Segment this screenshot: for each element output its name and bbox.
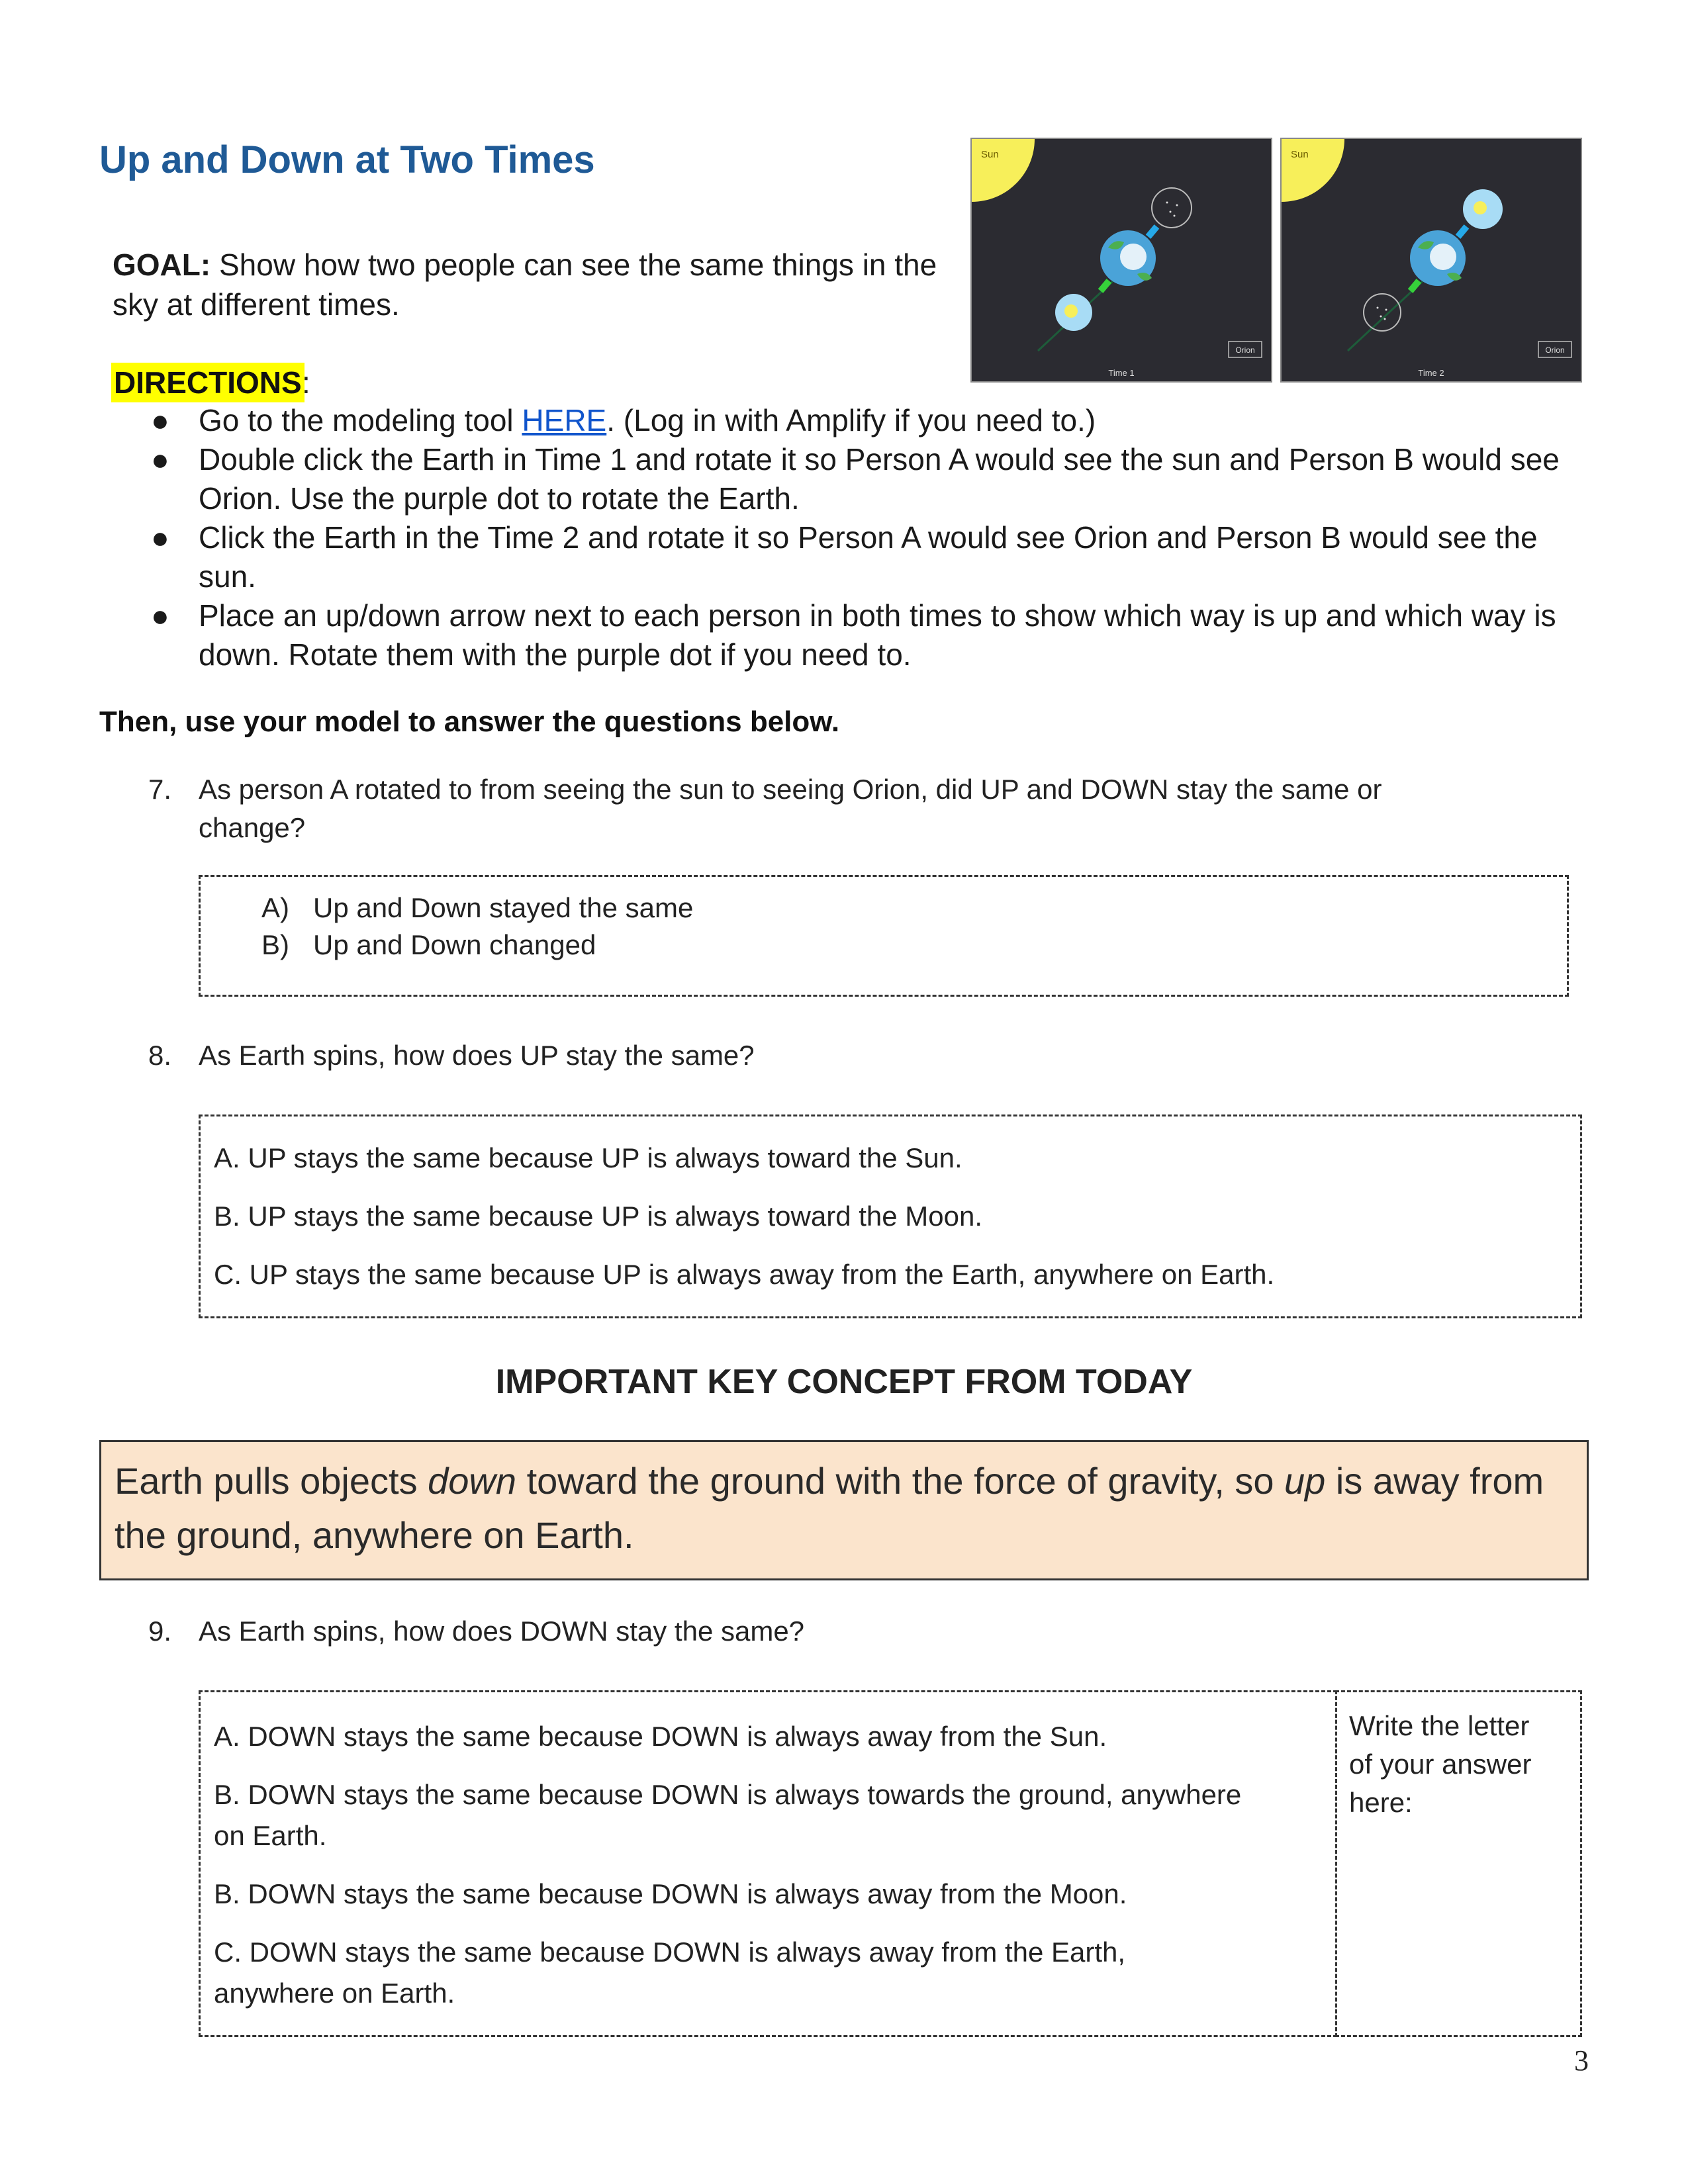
key-concept-box: [99, 1440, 1589, 1580]
q9-option-c[interactable]: [214, 1933, 1125, 2013]
directions-colon: :: [302, 365, 310, 400]
answer-prompt: [1349, 1707, 1531, 1822]
person-a-figure[interactable]: [1098, 279, 1112, 293]
orion-button-label: Orion: [1235, 345, 1255, 355]
direction-item: [146, 440, 1602, 518]
person-b-figure[interactable]: [1456, 224, 1470, 239]
earth-cloud: [1120, 244, 1147, 270]
person-b-figure[interactable]: [1146, 224, 1160, 239]
direction-text: Double click the Earth in Time 1 and rotate it so Person A would see the sun and Person B would see Orion. Use the purple dot to rotate the Earth.: [199, 442, 1560, 516]
q7-option-a[interactable]: [261, 889, 694, 927]
bullet-icon: ●: [151, 520, 169, 555]
model-panel-time-2[interactable]: [1280, 138, 1582, 383]
answer-prompt-line: here:: [1349, 1787, 1413, 1818]
question-8: [148, 1036, 1605, 1075]
time-label: Time 1: [1108, 368, 1135, 378]
q9-options-box: [199, 1690, 1337, 2037]
goal-body: Show how two people can see the same things in the sky at different times.: [113, 248, 937, 322]
q9-option-a[interactable]: [214, 1717, 1107, 1756]
model-panel-time-1[interactable]: [970, 138, 1272, 383]
bullet-icon: ●: [151, 442, 169, 477]
direction-text: . (Log in with Amplify if you need to.): [606, 403, 1096, 437]
instruction-heading: Then, use your model to answer the questions below.: [99, 705, 840, 738]
answer-prompt-line: Write the letter: [1349, 1710, 1530, 1741]
q9-option-b2[interactable]: [214, 1875, 1127, 1913]
page-title: Up and Down at Two Times: [99, 138, 595, 181]
answer-prompt-line: of your answer: [1349, 1749, 1532, 1780]
option-text: Up and Down changed: [313, 929, 596, 960]
bullet-icon: ●: [151, 403, 169, 437]
sun-label: Sun: [1291, 149, 1309, 160]
orion-circle: [1364, 294, 1401, 331]
direction-text: Go to the modeling tool: [199, 403, 522, 437]
modeling-tool-link[interactable]: HERE: [522, 403, 607, 437]
orion-circle: [1152, 188, 1192, 228]
option-text: A. DOWN stays the same because DOWN is always away from the Sun.: [214, 1721, 1107, 1752]
direction-item: [146, 596, 1602, 674]
q8-option-c[interactable]: C. UP stays the same because UP is always away from the Earth, anywhere on Earth.: [214, 1259, 1275, 1290]
question-number: 8.: [148, 1040, 172, 1071]
q8-options-box: [199, 1115, 1582, 1318]
model-scene-time-2: [1282, 139, 1581, 381]
key-emphasis: up: [1284, 1460, 1326, 1502]
option-text: B. DOWN stays the same because DOWN is always towards the ground, anywhere: [214, 1779, 1242, 1810]
orion-button-label: Orion: [1545, 345, 1565, 355]
key-concept-heading: IMPORTANT KEY CONCEPT FROM TODAY: [495, 1363, 1193, 1401]
option-letter: A): [261, 892, 289, 923]
q9-answer-box[interactable]: [1335, 1690, 1582, 2037]
question-number: 7.: [148, 774, 172, 805]
bullet-icon: ●: [151, 598, 169, 633]
sun-view-dot: [1064, 304, 1078, 318]
option-letter: B): [261, 929, 289, 960]
q9-option-b1[interactable]: [214, 1776, 1241, 1855]
key-text: is away from the ground, anywhere on Earth.: [115, 1460, 1544, 1556]
sun-view-dot: [1474, 201, 1487, 214]
time-label: Time 2: [1418, 368, 1444, 378]
q8-option-a[interactable]: A. UP stays the same because UP is always toward the Sun.: [214, 1142, 962, 1173]
earth-cloud: [1430, 244, 1456, 270]
orion-stars: [1166, 202, 1178, 217]
goal-text: [113, 245, 966, 324]
direction-item: [146, 518, 1602, 596]
question-7: [148, 770, 1605, 847]
direction-text: Click the Earth in the Time 2 and rotate it so Person A would see Orion and Person B would see the sun.: [199, 520, 1538, 594]
key-emphasis: down: [428, 1460, 517, 1502]
q8-option-b[interactable]: B. UP stays the same because UP is always toward the Moon.: [214, 1201, 983, 1232]
goal-label: GOAL:: [113, 248, 211, 282]
option-text: B. DOWN stays the same because DOWN is always away from the Moon.: [214, 1878, 1127, 1909]
direction-text: Place an up/down arrow next to each person in both times to show which way is up and which way is down. Rotate them with the purple dot if you need to.: [199, 598, 1556, 672]
option-text: Up and Down stayed the same: [313, 892, 694, 923]
key-text: toward the ground with the force of gravity, so: [516, 1460, 1285, 1502]
directions-list: [146, 401, 1602, 674]
question-text: change?: [199, 812, 306, 843]
directions-label: DIRECTIONS: [111, 363, 305, 402]
question-text: As Earth spins, how does UP stay the same?: [199, 1040, 755, 1071]
q7-option-b[interactable]: [261, 926, 596, 964]
option-text: C. DOWN stays the same because DOWN is always away from the Earth,: [214, 1936, 1126, 1968]
question-number: 9.: [148, 1615, 172, 1647]
direction-item: [146, 401, 1602, 440]
option-text: anywhere on Earth.: [214, 1978, 455, 2009]
question-text: As Earth spins, how does DOWN stay the same?: [199, 1615, 805, 1647]
page-number: 3: [1574, 2044, 1589, 2077]
person-a-figure[interactable]: [1408, 279, 1422, 293]
sun-label: Sun: [981, 149, 999, 160]
q7-options-box: [199, 875, 1569, 997]
model-scene-time-1: [972, 139, 1271, 381]
question-9: [148, 1612, 1605, 1651]
question-text: As person A rotated to from seeing the sun to seeing Orion, did UP and DOWN stay the same or: [199, 774, 1382, 805]
option-text: on Earth.: [214, 1820, 327, 1851]
key-text: Earth pulls objects: [115, 1460, 428, 1502]
